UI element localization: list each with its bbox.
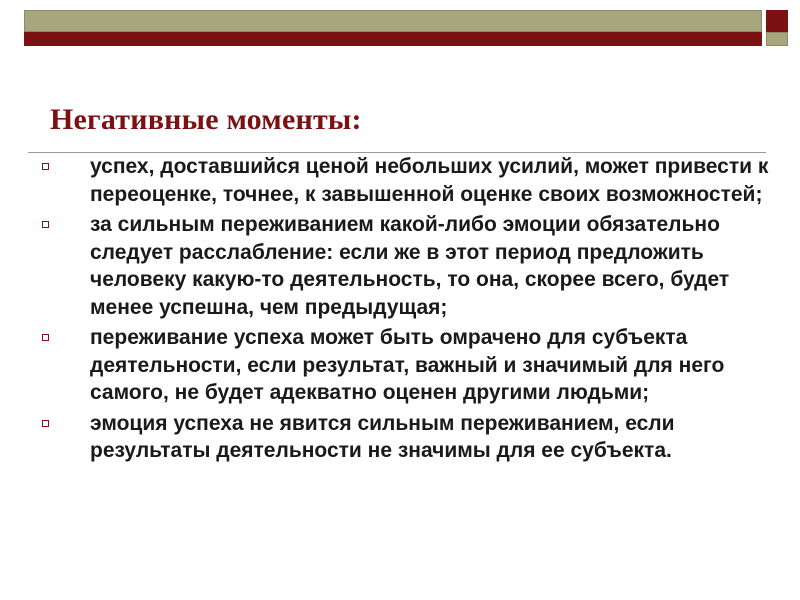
bullet-item [40,410,770,465]
bullet-text: переживание успеха может быть омрачено для субъекта деятельности, если результат, важный и значимый для него самого, не будет адекватно оценен другими людьми; [90,326,725,404]
bullet-text: эмоция успеха не явится сильным переживанием, если результаты деятельности не значимы для ее субъекта. [90,411,675,462]
header-bar-olive [24,10,762,32]
bullet-item [40,324,770,407]
square-bullet-icon [42,163,49,170]
slide-title: Негативные моменты: [50,103,362,136]
square-bullet-icon [42,420,49,427]
square-bullet-icon [42,334,49,341]
corner-square-olive [766,32,788,46]
square-bullet-icon [42,221,49,228]
bullet-list [40,153,770,468]
corner-square-red [766,10,788,32]
bullet-text: за сильным переживанием какой-либо эмоции обязательно следует расслабление: если же в этот период предложить человеку какую-то деятельность, то она, скорее всего, будет менее успешна, чем предыдущая; [90,213,730,319]
bullet-item [40,211,770,321]
bullet-text: успех, доставшийся ценой небольших усилий, может привести к переоценке, точнее, к завышенной оценке своих возможностей; [90,155,769,206]
header-bar-red [24,32,762,46]
bullet-item [40,153,770,208]
